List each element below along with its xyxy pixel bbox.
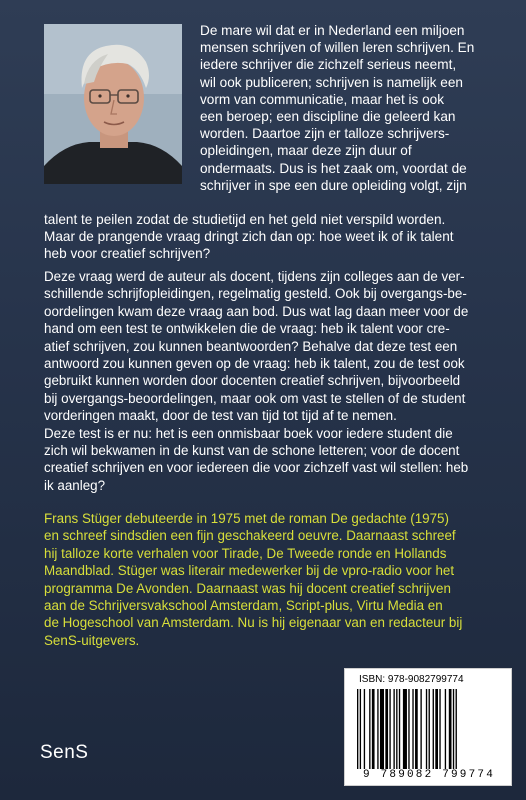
description-line: atief schrijven, zou kunnen beantwoorden? Behalve dat deze test een [44, 338, 458, 354]
intro-line: opleidingen, maar deze zijn duur of [200, 143, 412, 159]
description-line: Deze vraag werd de auteur als docent, tijdens zijn colleges aan de ver- [44, 269, 465, 284]
isbn-label: ISBN: 978-9082799774 [359, 674, 464, 685]
intro-line: een beroep; een discipline die geleerd kan [200, 109, 456, 125]
description-line: vorderingen maakt, door de test van tijd tot tijd af te nemen. [44, 408, 397, 424]
publisher-logo: SenS [40, 742, 89, 763]
intro-text-continued [44, 211, 514, 263]
bio-line: Maandblad. Stüger was literair medewerker bij de vpro-radio voor het [44, 563, 455, 579]
description-line: gebruikt kunnen worden door docenten creatief schrijven, bijvoorbeeld [44, 373, 461, 389]
intro-line: wil ook publiceren; schrijven is namelijk een [200, 74, 463, 90]
intro-text [200, 22, 518, 194]
bio-line: de Hogeschool van Amsterdam. Nu is hij eigenaar van en redacteur bij [44, 615, 463, 631]
intro-line: De mare wil dat er in Nederland een miljoen [200, 23, 465, 38]
description-line: bij overgangs-beoordelingen, maar ook om vast te stellen of de student [44, 390, 466, 406]
barcode-number: 9 789082 799774 [362, 769, 496, 781]
author-bio [44, 510, 514, 649]
author-portrait-image [44, 24, 182, 184]
book-description [44, 268, 514, 494]
bio-line: SenS-uitgevers. [44, 632, 140, 648]
bio-line: hij talloze korte verhalen voor Tirade, De Tweede ronde en Hollands [44, 545, 447, 561]
intro-line: iedere schrijver die zichzelf serieus neemt, [200, 57, 457, 73]
intro-line: mensen schrijven of willen leren schrijven. En [200, 40, 475, 56]
intro-line: Maar de prangende vraag dringt zich dan op: hoe weet ik of ik talent [44, 229, 454, 245]
description-line: Deze test is er nu: het is een onmisbaar boek voor iedere student die [44, 425, 453, 441]
intro-line: heb voor creatief schrijven? [44, 246, 211, 262]
bio-line: programma De Avonden. Daarnaast was hij docent creatief schrijven [44, 580, 451, 596]
description-line: schillende schrijfopleidingen, regelmatig gesteld. Ook bij overgangs-be- [44, 286, 467, 302]
intro-line: talent te peilen zodat de studietijd en het geld niet verspild worden. [44, 212, 446, 227]
description-line: zich wil bekwamen in de kunst van de schone letteren; voor de docent [44, 443, 460, 459]
intro-line: ondermaats. Dus is het zaak om, voordat de [200, 160, 467, 176]
intro-line: worden. Daartoe zijn er talloze schrijvers- [200, 126, 450, 142]
bio-line: Frans Stüger debuteerde in 1975 met de roman De gedachte (1975) [44, 511, 449, 526]
intro-line: vorm van communicatie, maar het is ook [200, 91, 445, 107]
description-line: ik aanleg? [44, 477, 106, 493]
bio-line: aan de Schrijversvakschool Amsterdam, Script-plus, Virtu Media en [44, 598, 443, 614]
description-line: hand om een test te ontwikkelen die de vraag: heb ik talent voor cre- [44, 321, 450, 337]
author-photo [44, 24, 182, 184]
bio-line: en schreef sindsdien een fijn geschakeerd oeuvre. Daarnaast schreef [44, 528, 456, 544]
barcode-bars [357, 689, 501, 769]
barcode-box [344, 668, 512, 786]
description-line: oordelingen kwam deze vraag aan bod. Dus wat lag daan meer voor de [44, 303, 469, 319]
intro-line: schrijver in spe een dure opleiding volgt, zijn [200, 177, 467, 193]
description-line: antwoord zou kunnen geven op de vraag: heb ik talent, zou de test ook [44, 356, 465, 372]
description-line: creatief schrijven en voor iedereen die voor zichzelf vast wil stellen: heb [44, 460, 469, 476]
